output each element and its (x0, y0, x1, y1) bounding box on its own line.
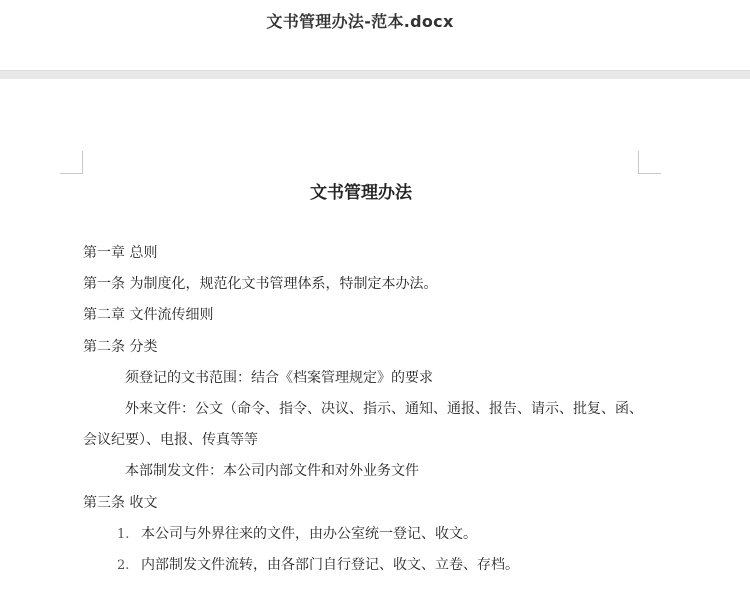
article-2-title: 第二条 分类 (83, 339, 158, 355)
paragraph-incoming-files: 外来文件：公文（命令、指令、决议、指示、通知、通报、报告、请示、批复、函、 (125, 401, 643, 417)
paragraph-internal-files: 本部制发文件：本公司内部文件和对外业务文件 (125, 463, 419, 479)
document-heading: 文书管理办法 (310, 183, 412, 203)
document-filename: 文书管理办法-范本.docx (266, 12, 454, 31)
margin-corner-mark-left (60, 151, 83, 174)
title-bar (0, 0, 750, 70)
list-number: 1. (117, 527, 130, 542)
list-item-text: 本公司与外界往来的文件，由办公室统一登记、收文。 (141, 526, 477, 542)
list-item (117, 555, 519, 576)
paragraph-registration-scope: 须登记的文书范围：结合《档案管理规定》的要求 (125, 370, 433, 386)
paragraph-incoming-files-continued: 会议纪要）、电报、传真等等 (83, 432, 258, 448)
margin-corner-mark-right (638, 151, 661, 174)
article-1-text: 第一条 为制度化，规范化文书管理体系，特制定本办法。 (83, 276, 438, 292)
list-item-text: 内部制发文件流转，由各部门自行登记、收文、立卷、存档。 (141, 557, 519, 573)
page-separator (0, 70, 750, 79)
chapter-2-title: 第二章 文件流传细则 (83, 307, 214, 323)
chapter-1-title: 第一章 总则 (83, 245, 158, 261)
list-item (117, 524, 477, 545)
article-3-title: 第三条 收文 (83, 495, 158, 511)
document-page[interactable] (0, 79, 750, 590)
list-number: 2. (117, 558, 130, 573)
